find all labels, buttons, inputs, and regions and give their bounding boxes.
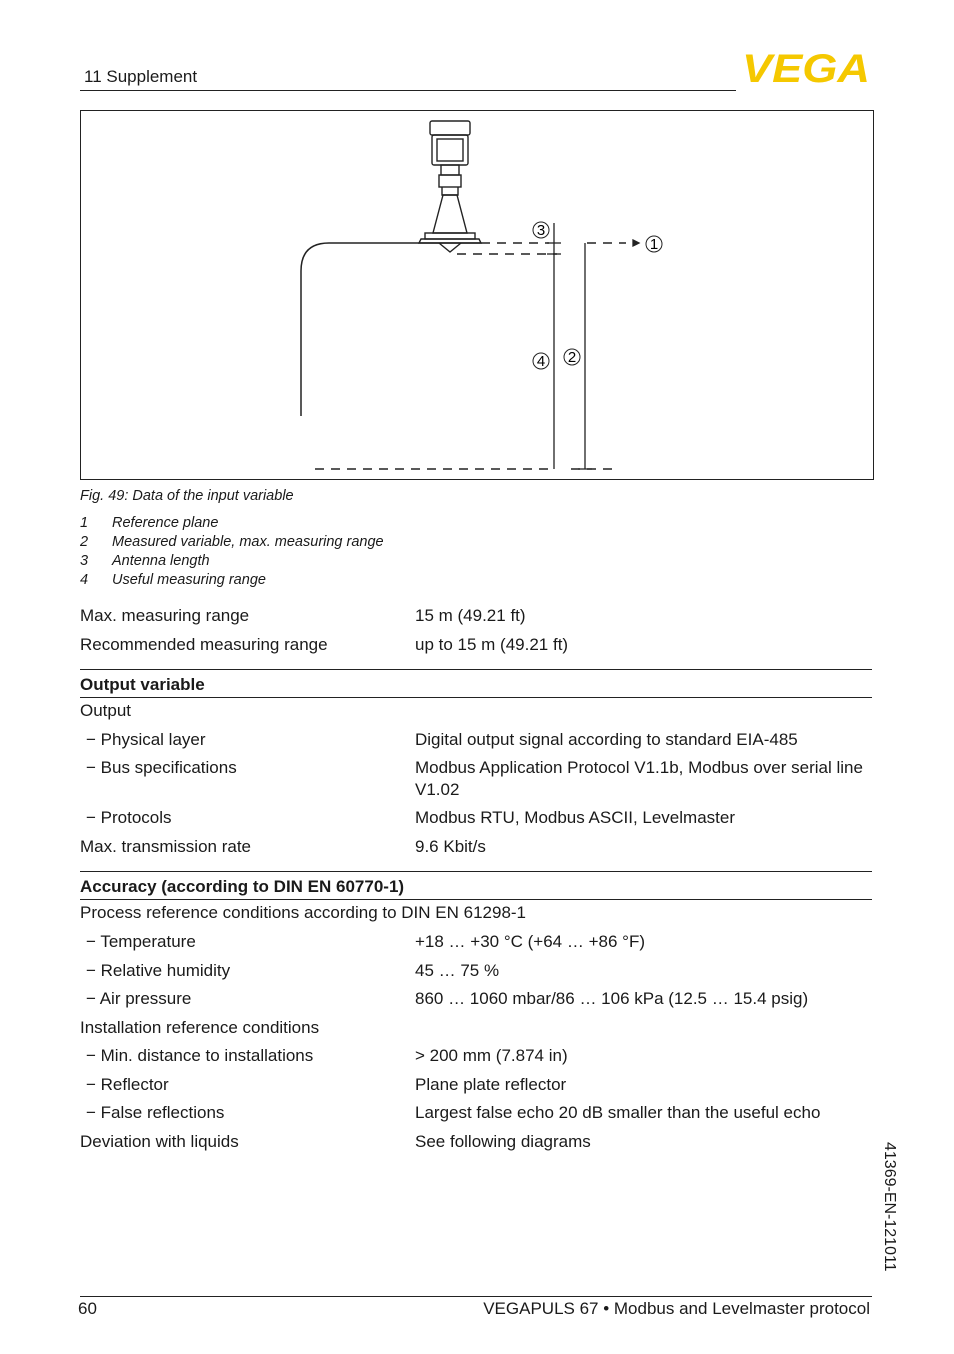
page-number: 60: [78, 1299, 97, 1318]
radar-sensor: [315, 121, 626, 469]
section-rule: [80, 871, 872, 872]
legend-item: 4 Useful measuring range: [80, 572, 266, 588]
callout-markers: [533, 222, 662, 370]
footer-rule: [80, 1296, 872, 1297]
section-heading: 11 Supplement: [84, 67, 198, 86]
section-rule: [80, 669, 872, 670]
marker-1: 1: [649, 236, 659, 253]
legend-item: 3 Antenna length: [80, 553, 210, 569]
marker-4: 4: [536, 353, 546, 370]
section-rule: [80, 899, 872, 900]
document-code: 41369-EN-121011: [881, 1142, 898, 1272]
accuracy-section-title: Accuracy (according to DIN EN 60770-1): [80, 877, 405, 896]
vessel-wall: [301, 243, 481, 416]
figure-legend: [80, 514, 384, 590]
figure-box: [80, 110, 874, 480]
figure-caption: Fig. 49: Data of the input variable: [80, 488, 294, 504]
header-rule: [80, 90, 736, 91]
measurement-diagram: [81, 111, 873, 479]
logo-text: VEGA: [742, 50, 870, 84]
legend-item: 2 Measured variable, max. measuring range: [80, 534, 384, 550]
dimension-lines: [547, 223, 639, 469]
vega-logo: [742, 50, 872, 84]
output-section-title: Output variable: [80, 675, 205, 694]
section-rule: [80, 697, 872, 698]
marker-2: 2: [567, 349, 577, 366]
footer-title: VEGAPULS 67 • Modbus and Levelmaster protocol: [483, 1299, 870, 1318]
marker-3: 3: [536, 222, 546, 239]
legend-item: 1 Reference plane: [80, 515, 219, 531]
